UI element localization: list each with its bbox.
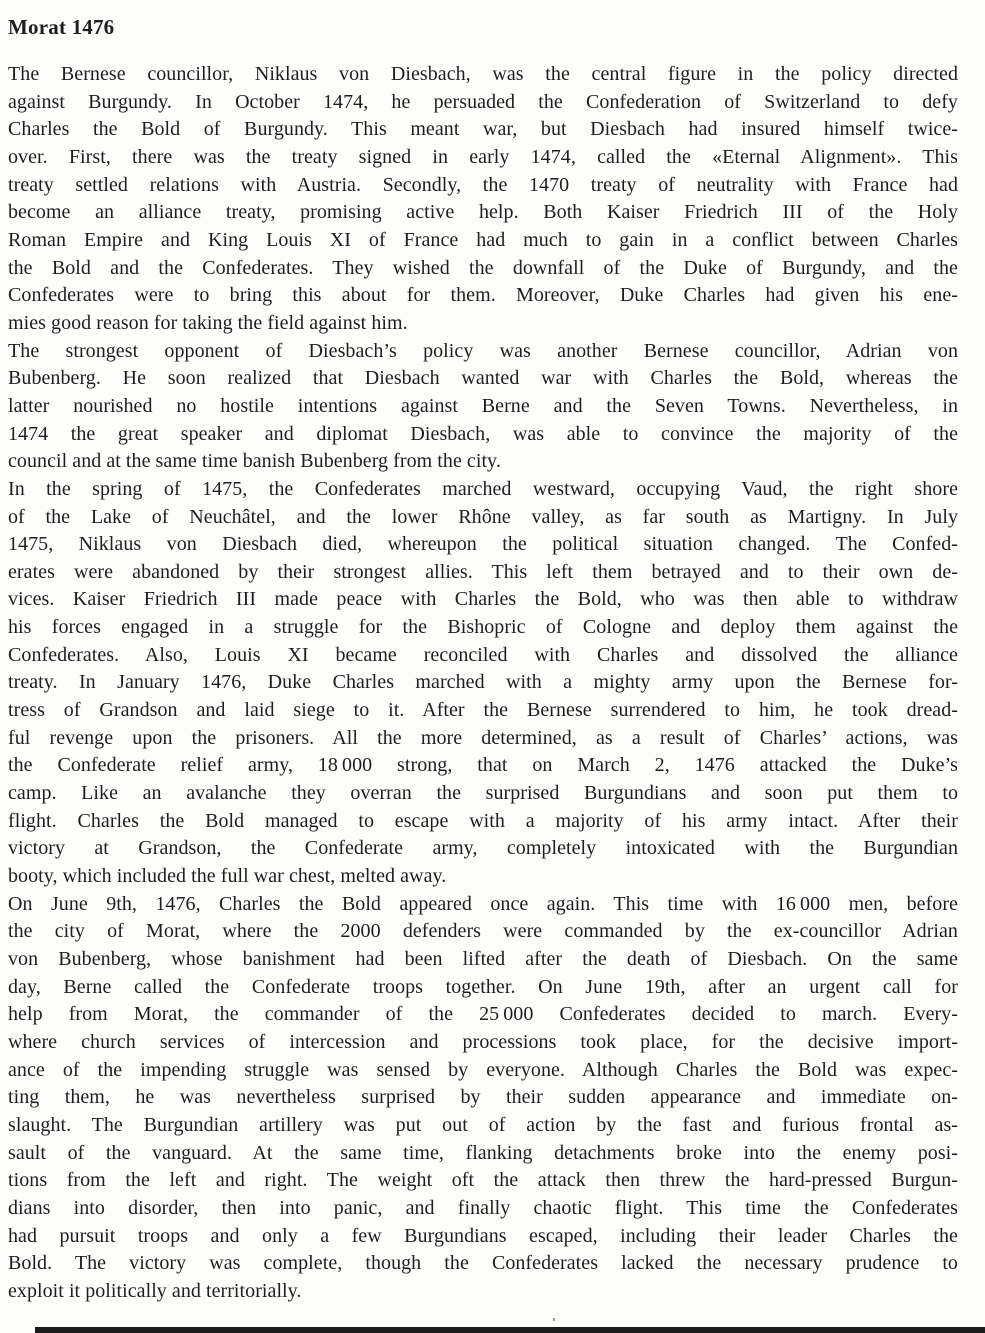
text-line: the Bold and the Confederates. They wished the downfall of the Duke of Burgundy, and the (8, 256, 958, 279)
text-line: sault of the vanguard. At the same time, flanking detachments broke into the enemy posi- (8, 1141, 958, 1164)
text-line: his forces engaged in a struggle for the Bishopric of Cologne and deploy them against the (8, 616, 958, 639)
paragraph (8, 338, 958, 476)
text-line: Bold. The victory was complete, though the Confederates lacked the necessary prudence to (8, 1252, 958, 1275)
text-line: Roman Empire and King Louis XI of France had much to gain in a conflict between Charles (8, 228, 958, 251)
paragraph (8, 476, 958, 891)
text-line: against Burgundy. In October 1474, he persuaded the Confederation of Switzerland to defy (8, 90, 958, 113)
text-line: erates were abandoned by their strongest allies. This left them betrayed and to their own de- (8, 560, 958, 583)
cropped-figure-top-edge (35, 1327, 985, 1333)
text-line: ance of the impending struggle was sensed by everyone. Although Charles the Bold was expec- (8, 1058, 958, 1081)
text-line: Charles the Bold of Burgundy. This meant war, but Diesbach had insured himself twice- (8, 118, 958, 141)
text-line: council and at the same time banish Bubenberg from the city. (8, 450, 501, 473)
text-line: treaty. In January 1476, Duke Charles marched with a mighty army upon the Bernese for- (8, 671, 958, 694)
article-body (8, 61, 958, 1306)
text-line: help from Morat, the commander of the 25 000 Confederates decided to march. Every- (8, 1003, 958, 1026)
page-title: Morat 1476 (8, 15, 115, 39)
text-line: The strongest opponent of Diesbach’s policy was another Bernese councillor, Adrian von (8, 339, 958, 362)
text-line: Bubenberg. He soon realized that Diesbach wanted war with Charles the Bold, whereas the (8, 367, 958, 390)
text-line: 1475, Niklaus von Diesbach died, whereupon the political situation changed. The Confed- (8, 533, 958, 556)
text-line: the Confederate relief army, 18 000 strong, that on March 2, 1476 attacked the Duke’s (8, 754, 958, 777)
paragraph (8, 61, 958, 338)
paragraph (8, 891, 958, 1306)
text-line: slaught. The Burgundian artillery was put out of action by the fast and furious frontal as- (8, 1113, 958, 1136)
text-column (8, 14, 958, 1306)
text-line: mies good reason for taking the field against him. (8, 311, 408, 334)
text-line: vices. Kaiser Friedrich III made peace with Charles the Bold, who was then able to withdraw (8, 588, 958, 611)
text-line: In the spring of 1475, the Confederates marched westward, occupying Vaud, the right shore (8, 477, 958, 500)
text-line: become an alliance treaty, promising active help. Both Kaiser Friedrich III of the Holy (8, 201, 958, 224)
text-line: had pursuit troops and only a few Burgundians escaped, including their leader Charles the (8, 1224, 958, 1247)
text-line: On June 9th, 1476, Charles the Bold appeared once again. This time with 16 000 men, before (8, 892, 958, 915)
text-line: victory at Grandson, the Confederate army, completely intoxicated with the Burgundian (8, 837, 958, 860)
text-line: 1474 the great speaker and diplomat Diesbach, was able to convince the majority of the (8, 422, 958, 445)
text-line: of the Lake of Neuchâtel, and the lower Rhône valley, as far south as Martigny. In July (8, 505, 958, 528)
text-line: where church services of intercession and processions took place, for the decisive import- (8, 1030, 958, 1053)
text-line: exploit it politically and territorially. (8, 1279, 302, 1302)
text-line: flight. Charles the Bold managed to escape with a majority of his army intact. After their (8, 809, 958, 832)
text-line: The Bernese councillor, Niklaus von Diesbach, was the central figure in the policy directed (8, 63, 958, 85)
text-line: Confederates were to bring this about for them. Moreover, Duke Charles had given his ene- (8, 284, 958, 307)
text-line: dians into disorder, then into panic, and finally chaotic flight. This time the Confederates (8, 1196, 958, 1219)
text-line: Confederates. Also, Louis XI became reconciled with Charles and dissolved the alliance (8, 643, 958, 666)
text-line: ting them, he was nevertheless surprised by their sudden appearance and immediate on- (8, 1086, 958, 1109)
scan-speck (553, 1318, 555, 1321)
text-line: latter nourished no hostile intentions against Berne and the Seven Towns. Nevertheless, in (8, 394, 958, 417)
text-line: treaty settled relations with Austria. Secondly, the 1470 treaty of neutrality with France had (8, 173, 958, 196)
text-line: tions from the left and right. The weight oft the attack then threw the hard-pressed Burgun- (8, 1169, 958, 1192)
text-line: day, Berne called the Confederate troops together. On June 19th, after an urgent call for (8, 975, 958, 998)
text-line: over. First, there was the treaty signed in early 1474, called the «Eternal Alignment». This (8, 145, 958, 168)
text-line: ful revenge upon the prisoners. All the more determined, as a result of Charles’ actions, was (8, 726, 958, 749)
text-line: camp. Like an avalanche they overran the surprised Burgundians and soon put them to (8, 782, 958, 805)
text-line: the city of Morat, where the 2000 defenders were commanded by the ex-councillor Adrian (8, 920, 958, 943)
text-line: von Bubenberg, whose banishment had been lifted after the death of Diesbach. On the same (8, 948, 958, 970)
text-line: tress of Grandson and laid siege to it. After the Bernese surrendered to him, he took dread- (8, 699, 958, 722)
text-line: booty, which included the full war chest, melted away. (8, 865, 447, 888)
